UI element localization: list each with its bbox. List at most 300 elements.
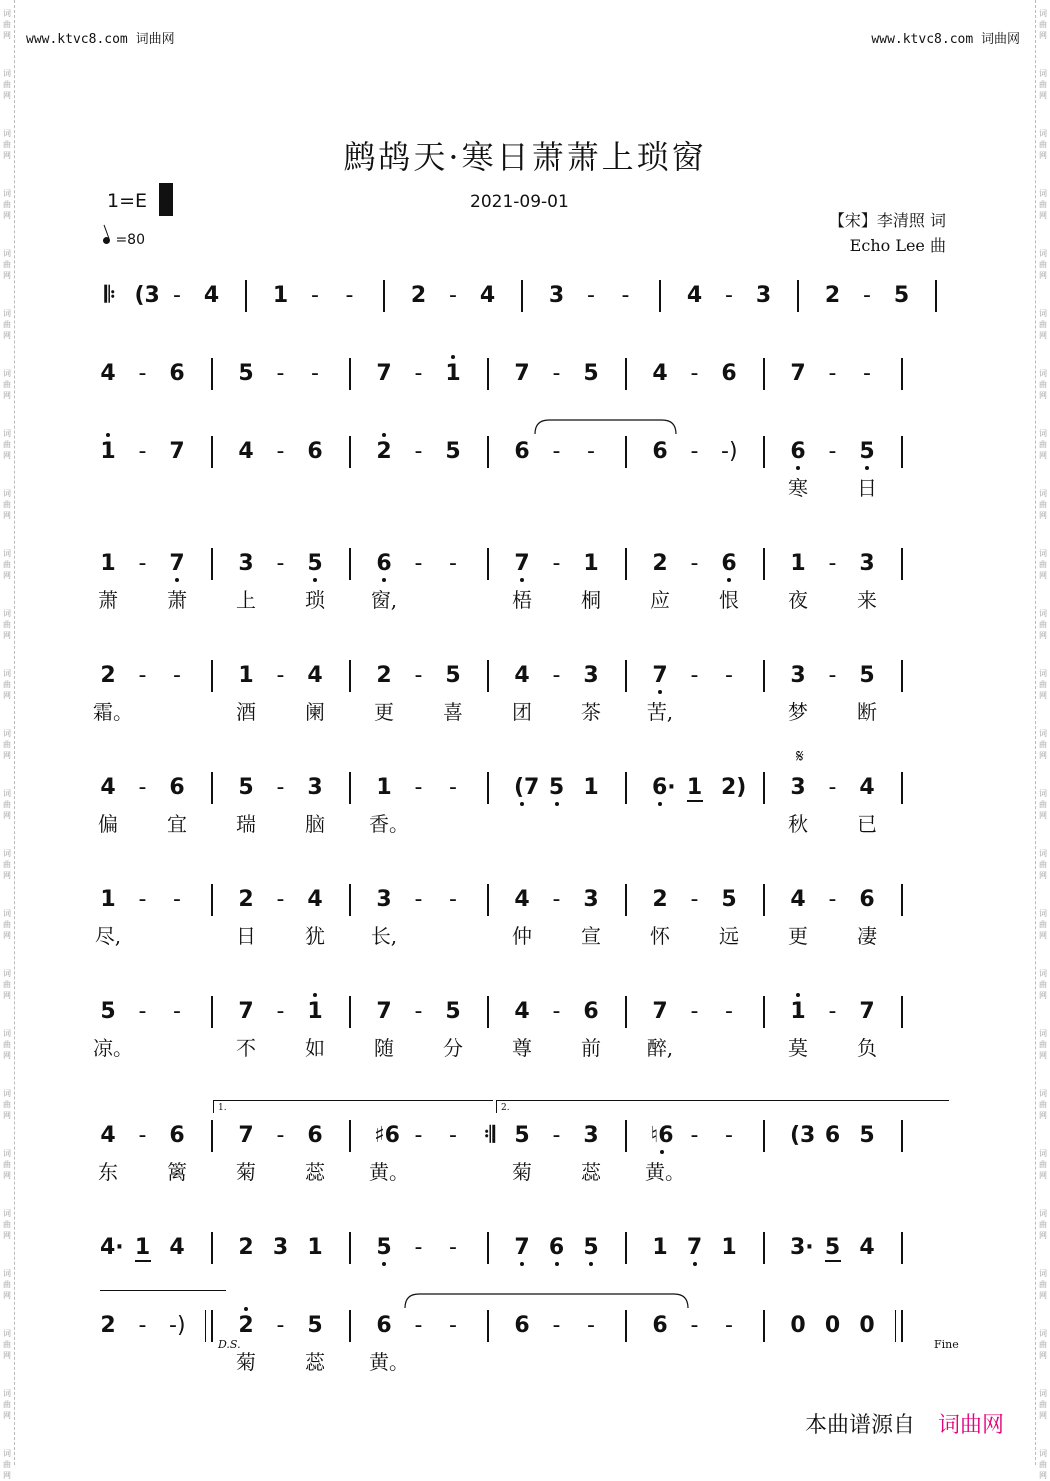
volta-2-label: 2. — [501, 1103, 510, 1113]
score-note: 7 — [514, 1235, 530, 1260]
score-note: 2 — [376, 439, 392, 464]
side-watermark-text: 词 曲 网 — [3, 849, 11, 880]
score-note: 4 — [514, 887, 530, 912]
score-note: 7 — [238, 1123, 254, 1148]
extend-dash: - — [690, 1123, 699, 1148]
lyric-syllable: 尽, — [94, 924, 122, 948]
side-watermark-text: 词 曲 网 — [3, 1089, 11, 1120]
lyric-syllable: 香。 — [369, 812, 409, 836]
score-note: 6 — [548, 1235, 565, 1260]
side-watermark-text: 词 曲 网 — [1039, 489, 1047, 520]
footer-brand[interactable]: 词曲网 — [937, 1413, 1004, 1438]
extend-dash: - — [138, 999, 147, 1024]
side-watermark-text: 词 曲 网 — [1039, 1029, 1047, 1060]
score-note: 5 — [893, 283, 910, 308]
score-note: ♯6 — [374, 1123, 400, 1148]
extend-dash: - — [138, 663, 147, 688]
site-watermark-right: www.ktvc8.com 词曲网 — [871, 32, 1020, 47]
extend-dash: - — [552, 999, 561, 1024]
lyric-syllable: 分 — [443, 1036, 463, 1060]
score-note: 3 — [238, 551, 254, 576]
lyric-syllable: 喜 — [443, 700, 463, 724]
side-watermark-text: 词 曲 网 — [3, 129, 11, 160]
score-note: 4 — [238, 439, 254, 464]
lyric-syllable: 蕊 — [305, 1350, 325, 1374]
lyric-syllable: 菊 — [236, 1160, 256, 1184]
volta-1-label: 1. — [218, 1103, 227, 1113]
side-watermark-text: 词 曲 网 — [3, 1269, 11, 1300]
score-note: 7 — [514, 361, 530, 386]
lyric-syllable: 远 — [719, 924, 739, 948]
fine-mark: Fine — [934, 1338, 959, 1351]
side-watermark-text: 词 曲 网 — [1039, 909, 1047, 940]
extend-dash: - — [449, 1313, 457, 1338]
score-note: 5 — [307, 1313, 323, 1338]
side-watermark-text: 词 曲 网 — [3, 969, 11, 1000]
score-note: 2 — [100, 663, 116, 688]
extend-dash: - — [414, 775, 423, 800]
score-note: 2 — [410, 283, 427, 308]
extend-dash: - — [552, 361, 561, 386]
extend-dash: - — [690, 1313, 699, 1338]
extend-dash: - — [449, 1235, 457, 1260]
score-note: 7 — [652, 999, 668, 1024]
lyric-syllable: 宜 — [167, 812, 187, 836]
score-note: 1 — [583, 551, 599, 576]
score-note: 1 — [100, 887, 116, 912]
lyric-syllable: 萧 — [98, 588, 118, 612]
score-note: 6 — [583, 999, 599, 1024]
side-watermark-text: 词 曲 网 — [3, 189, 11, 220]
side-watermark-text: 词 曲 网 — [1039, 9, 1047, 40]
side-watermark-text: 词 曲 网 — [1039, 429, 1047, 460]
extend-dash: - — [552, 551, 561, 576]
lyric-syllable: 琐 — [305, 588, 325, 612]
extend-dash: - — [690, 551, 699, 576]
score-note: 5 — [445, 663, 461, 688]
extend-dash: - — [276, 887, 285, 912]
score-note: 6 — [376, 1313, 392, 1338]
score-note: 7 — [376, 999, 392, 1024]
score-note: 6 — [169, 775, 185, 800]
score-note: 7 — [514, 551, 530, 576]
extend-dash: - — [414, 663, 423, 688]
lyric-syllable: 莫 — [788, 1036, 808, 1060]
lyric-syllable: 蕊 — [581, 1160, 601, 1184]
score-note: 3 — [859, 551, 875, 576]
extend-dash: - — [414, 551, 423, 576]
score-note: 4 — [514, 999, 530, 1024]
extend-dash: - — [414, 1235, 423, 1260]
lyric-syllable: 醉, — [646, 1036, 674, 1060]
score-note: 4 — [790, 887, 806, 912]
side-watermark-text: 词 曲 网 — [1039, 1089, 1047, 1120]
score-note: 5 — [824, 1235, 841, 1260]
lyric-syllable: 恨 — [719, 588, 739, 612]
score-note: 1 — [445, 361, 461, 386]
repeat-sign: 𝄇 — [484, 1123, 495, 1148]
side-watermark-text: 词 曲 网 — [1039, 1269, 1047, 1300]
score-note: 3 — [790, 663, 806, 688]
score-note: 3 — [583, 663, 599, 688]
score-note: 4 — [859, 775, 875, 800]
score-note: 3 — [307, 775, 323, 800]
extend-dash: - — [828, 439, 837, 464]
side-watermark-text: 词 曲 网 — [3, 9, 11, 40]
side-watermark-text: 词 曲 网 — [3, 1389, 11, 1420]
score-note: 2 — [238, 887, 254, 912]
score-note: 1 — [583, 775, 599, 800]
score-note: 3 — [583, 887, 599, 912]
segno-mark: 𝄋 — [796, 746, 804, 767]
extend-dash: - — [276, 361, 285, 386]
score-note: 6· — [652, 775, 676, 800]
lyric-syllable: 负 — [857, 1036, 877, 1060]
score-note: 3 — [755, 283, 772, 308]
side-watermark-text: 词 曲 网 — [3, 729, 11, 760]
score-note: 5 — [721, 887, 737, 912]
extend-dash: - — [311, 361, 319, 386]
score-note: -) — [169, 1313, 186, 1338]
lyric-syllable: 黄。 — [645, 1160, 685, 1184]
lyric-syllable: 蕊 — [305, 1160, 325, 1184]
extend-dash: - — [276, 1123, 285, 1148]
extend-dash: - — [552, 1313, 561, 1338]
score-note: 0 — [859, 1313, 875, 1338]
extend-dash: - — [138, 1123, 147, 1148]
score-note: (7 — [514, 775, 540, 800]
side-watermark-text: 词 曲 网 — [1039, 189, 1047, 220]
side-watermark-text: 词 曲 网 — [1039, 1329, 1047, 1360]
score-note: 1 — [376, 775, 392, 800]
lyric-syllable: 篱 — [167, 1160, 187, 1184]
side-watermark-text: 词 曲 网 — [1039, 1389, 1047, 1420]
extend-dash: - — [690, 439, 699, 464]
score-note: 3 — [790, 775, 806, 800]
lyric-syllable: 梦 — [788, 700, 808, 724]
extend-dash: - — [414, 1123, 423, 1148]
score-note: 0 — [790, 1313, 806, 1338]
score-note: 5 — [445, 999, 461, 1024]
lyric-syllable: 来 — [857, 588, 877, 612]
score-note: 4 — [686, 283, 703, 308]
score-note: 6 — [721, 361, 737, 386]
extend-dash: - — [725, 283, 733, 308]
side-watermark-text: 词 曲 网 — [1039, 549, 1047, 580]
extend-dash: - — [828, 551, 837, 576]
extend-dash: - — [449, 551, 457, 576]
extend-dash: - — [690, 361, 699, 386]
extend-dash: - — [725, 1313, 733, 1338]
score-note: 2 — [376, 663, 392, 688]
lyric-syllable: 夜 — [788, 588, 808, 612]
side-watermark-text: 词 曲 网 — [1039, 609, 1047, 640]
lyric-syllable: 断 — [857, 700, 877, 724]
extend-dash: - — [138, 775, 147, 800]
score-note: 3 — [376, 887, 392, 912]
side-watermark-text: 词 曲 网 — [1039, 789, 1047, 820]
lyric-syllable: 窗, — [370, 588, 398, 612]
lyric-syllable: 黄。 — [369, 1350, 409, 1374]
repeat-sign: 𝄆 — [104, 283, 116, 308]
page-title: 鹧鸪天·寒日萧萧上琐窗 — [343, 138, 707, 176]
extend-dash: - — [552, 439, 561, 464]
score-note: 4 — [479, 283, 496, 308]
extend-dash: - — [138, 1313, 147, 1338]
lyric-syllable: 如 — [305, 1036, 325, 1060]
score-note: 0 — [824, 1313, 841, 1338]
lyric-syllable: 上 — [236, 588, 256, 612]
extend-dash: - — [621, 283, 630, 308]
lyric-syllable: 长, — [370, 924, 398, 948]
side-watermark-text: 词 曲 网 — [3, 1449, 11, 1480]
score-note: 1 — [134, 1235, 151, 1260]
score-note: (3 — [134, 283, 160, 308]
score-note: 3 — [272, 1235, 289, 1260]
lyric-syllable: 桐 — [581, 588, 601, 612]
extend-dash: - — [449, 1123, 457, 1148]
side-watermark-text: 词 曲 网 — [1039, 1449, 1047, 1480]
score-note: 5 — [100, 999, 116, 1024]
score-note: 5 — [548, 775, 565, 800]
score-note: 4 — [514, 663, 530, 688]
composer-credit: Echo Lee 曲 — [849, 236, 946, 255]
score-note: 6 — [169, 361, 185, 386]
score-note: 6 — [721, 551, 737, 576]
score-note: 1 — [307, 999, 323, 1024]
score-note: 6 — [169, 1123, 185, 1148]
side-watermark-text: 词 曲 网 — [1039, 129, 1047, 160]
extend-dash: - — [414, 887, 423, 912]
score-note: 2) — [721, 775, 747, 800]
lyric-syllable: 脑 — [305, 812, 325, 836]
extend-dash: - — [138, 551, 147, 576]
extend-dash: - — [552, 887, 561, 912]
score-note: 2 — [238, 1235, 254, 1260]
extend-dash: - — [173, 663, 181, 688]
score-note: 7 — [169, 439, 185, 464]
side-watermark-text: 词 曲 网 — [1039, 1149, 1047, 1180]
extend-dash: - — [690, 999, 699, 1024]
lyric-syllable: 已 — [857, 812, 877, 836]
lyric-syllable: 日 — [236, 924, 256, 948]
score-note: 5 — [514, 1123, 530, 1148]
score-note: 6 — [514, 1313, 530, 1338]
extend-dash: - — [276, 439, 285, 464]
score-note: 6 — [652, 439, 668, 464]
side-watermark-text: 词 曲 网 — [1039, 669, 1047, 700]
lyricist-credit: 【宋】李清照 词 — [828, 211, 946, 230]
score-note: 1 — [272, 283, 289, 308]
side-watermark-text: 词 曲 网 — [3, 249, 11, 280]
score-note: 3 — [548, 283, 565, 308]
extend-dash: - — [587, 1313, 595, 1338]
side-watermark-text: 词 曲 网 — [3, 1209, 11, 1240]
score-note: 5 — [859, 663, 875, 688]
lyric-syllable: 茶 — [581, 700, 601, 724]
score-note: 4 — [652, 361, 668, 386]
score-note: 5 — [238, 361, 254, 386]
extend-dash: - — [449, 283, 457, 308]
score-note: 1 — [790, 999, 806, 1024]
score-note: 3· — [790, 1235, 814, 1260]
score-note: 4 — [100, 1123, 116, 1148]
side-watermark-text: 词 曲 网 — [3, 489, 11, 520]
extend-dash: - — [863, 283, 871, 308]
extend-dash: - — [725, 1123, 733, 1148]
site-watermark-left: www.ktvc8.com 词曲网 — [26, 32, 175, 47]
extend-dash: - — [449, 887, 457, 912]
extend-dash: - — [276, 1313, 285, 1338]
score-note: 4 — [307, 663, 323, 688]
extend-dash: - — [828, 361, 837, 386]
extend-dash: - — [138, 361, 147, 386]
side-watermark-text: 词 曲 网 — [3, 909, 11, 940]
lyric-syllable: 菊 — [512, 1160, 532, 1184]
score-note: 6 — [307, 439, 323, 464]
extend-dash: - — [828, 999, 837, 1024]
lyric-syllable: 秋 — [788, 812, 808, 836]
tie-arc-2 — [405, 1294, 688, 1308]
score-note: 2 — [100, 1313, 116, 1338]
score-note: 5 — [859, 1123, 875, 1148]
extend-dash: - — [345, 283, 354, 308]
footer-label: 本曲谱源自 — [804, 1413, 915, 1438]
score-note: 6 — [376, 551, 392, 576]
extend-dash: - — [311, 283, 319, 308]
score-note: 6 — [514, 439, 530, 464]
lyric-syllable: 酒 — [236, 700, 256, 724]
lyric-syllable: 偏 — [98, 812, 118, 836]
score-note: 5 — [583, 1235, 599, 1260]
lyric-syllable: 瑞 — [236, 812, 256, 836]
lyric-syllable: 寒 — [788, 476, 808, 500]
side-watermark-text: 词 曲 网 — [1039, 729, 1047, 760]
side-watermark-text: 词 曲 网 — [1039, 309, 1047, 340]
score-note: 4 — [859, 1235, 875, 1260]
score-note: 1 — [652, 1235, 668, 1260]
extend-dash: - — [173, 283, 181, 308]
lyric-syllable: 日 — [857, 476, 877, 500]
score-note: 5 — [445, 439, 461, 464]
lyric-syllable: 菊 — [236, 1350, 256, 1374]
lyric-syllable: 团 — [512, 700, 532, 724]
score-note: 1 — [238, 663, 254, 688]
score-note: 6 — [859, 887, 875, 912]
lyric-syllable: 阑 — [305, 700, 325, 724]
score-note: 6 — [652, 1313, 668, 1338]
lyric-syllable: 东 — [98, 1160, 118, 1184]
lyric-syllable: 随 — [374, 1036, 394, 1060]
extend-dash: - — [828, 663, 837, 688]
extend-dash: - — [173, 999, 181, 1024]
extend-dash: - — [138, 439, 147, 464]
extend-dash: - — [138, 887, 147, 912]
extend-dash: - — [587, 283, 595, 308]
side-watermark-text: 词 曲 网 — [3, 609, 11, 640]
extend-dash: - — [863, 361, 871, 386]
lyric-syllable: 不 — [236, 1036, 256, 1060]
lyric-syllable: 仲 — [512, 924, 532, 948]
extend-dash: - — [725, 999, 733, 1024]
extend-dash: - — [449, 775, 457, 800]
extend-dash: - — [725, 663, 733, 688]
score-note: 7 — [238, 999, 254, 1024]
score-note: 7 — [686, 1235, 703, 1260]
score-note: 6 — [307, 1123, 323, 1148]
score-note: 3 — [583, 1123, 599, 1148]
lyric-syllable: 苦, — [646, 700, 674, 724]
score-note: 5 — [859, 439, 875, 464]
side-watermark-text: 词 曲 网 — [3, 369, 11, 400]
lyric-syllable: 前 — [581, 1036, 601, 1060]
score-note: 1 — [686, 775, 703, 800]
lyric-syllable: 更 — [374, 700, 394, 724]
key-label: 1=E — [107, 190, 148, 212]
score-note: 2 — [238, 1313, 254, 1338]
side-watermark-text: 词 曲 网 — [3, 549, 11, 580]
score-note: 1 — [790, 551, 806, 576]
extend-dash: - — [690, 887, 699, 912]
score-note: 6 — [790, 439, 806, 464]
extend-dash: - — [552, 1123, 561, 1148]
score-note: 6 — [824, 1123, 841, 1148]
lyric-syllable: 尊 — [512, 1036, 532, 1060]
lyric-syllable: 梧 — [512, 588, 532, 612]
lyric-syllable: 黄。 — [369, 1160, 409, 1184]
ds-mark: D.S. — [218, 1338, 241, 1351]
extend-dash: - — [414, 999, 423, 1024]
score-note: 4 — [100, 775, 116, 800]
source-footer — [805, 1408, 1004, 1439]
score-note: 7 — [859, 999, 875, 1024]
score-note: 4· — [100, 1235, 124, 1260]
extend-dash: - — [828, 775, 837, 800]
tie-arc-1 — [535, 420, 676, 434]
lyric-syllable: 凄 — [857, 924, 877, 948]
score-note: 4 — [100, 361, 116, 386]
score-note: 7 — [169, 551, 185, 576]
lyric-syllable: 犹 — [305, 924, 325, 948]
score-note: 1 — [100, 551, 116, 576]
side-watermark-text: 词 曲 网 — [3, 69, 11, 100]
side-watermark-text: 词 曲 网 — [3, 669, 11, 700]
extend-dash: - — [587, 439, 595, 464]
extend-dash: - — [276, 775, 285, 800]
score-note: 1 — [721, 1235, 737, 1260]
date-label: 2021-09-01 — [470, 192, 569, 212]
side-watermark-text: 词 曲 网 — [3, 789, 11, 820]
lyric-syllable: 霜。 — [93, 700, 133, 724]
score-note: 1 — [307, 1235, 323, 1260]
lyric-syllable: 萧 — [167, 588, 187, 612]
score-note: ♮6 — [650, 1123, 674, 1148]
score-note: 4 — [307, 887, 323, 912]
lyric-syllable: 更 — [788, 924, 808, 948]
score-note: 2 — [652, 887, 668, 912]
score-note: 5 — [307, 551, 323, 576]
lyric-syllable: 宣 — [581, 924, 601, 948]
extend-dash: - — [414, 361, 423, 386]
lyric-syllable: 凉。 — [93, 1036, 133, 1060]
side-watermark-text: 词 曲 网 — [3, 1329, 11, 1360]
lyric-syllable: 怀 — [650, 924, 670, 948]
score-note: 1 — [100, 439, 116, 464]
side-watermark-text: 词 曲 网 — [3, 1029, 11, 1060]
side-watermark-text: 词 曲 网 — [1039, 1209, 1047, 1240]
score-note: -) — [721, 439, 738, 464]
score-note: 5 — [376, 1235, 392, 1260]
